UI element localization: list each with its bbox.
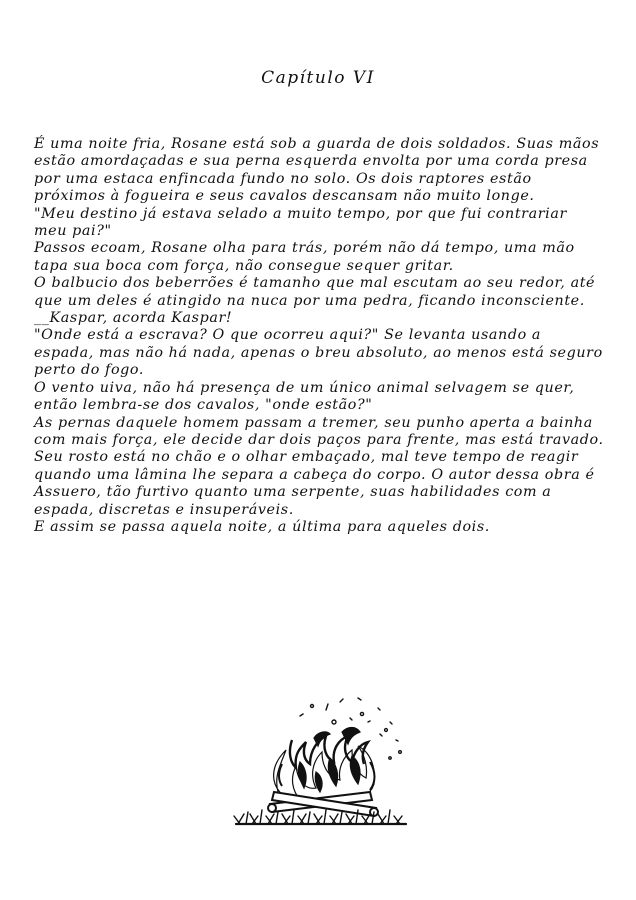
paragraph-10: E assim se passa aquela noite, a última para aqueles dois. <box>34 518 490 535</box>
paragraph-8: As pernas daquele homem passam a tremer, seu punho aperta a bainha com mais força, ele decide dar dois paços para frente, mas está travado. <box>34 414 604 448</box>
campfire-icon <box>230 692 410 832</box>
paragraph-7: O vento uiva, não há presença de um único animal selvagem se quer, então lembra-se dos cavalos, "onde estão?" <box>34 379 575 414</box>
chapter-body <box>34 136 604 536</box>
paragraph-9: Seu rosto está no chão e o olhar embaçado, mal teve tempo de reagir quando uma lâmina lhe separa a cabeça do corpo. O autor dessa obra é Assuero, tão furtivo quanto uma serpente, suas habilidades com a espada, discretas e insuperáveis. <box>34 449 595 518</box>
paragraph-4: O balbucio dos beberrões é tamanho que mal escutam ao seu redor, até que um deles é atingido na nuca por uma pedra, ficando inconsciente. <box>34 275 596 309</box>
paragraph-6: "Onde está a escrava? O que ocorreu aqui?" Se levanta usando a espada, mas não há nada, apenas o breu absoluto, ao menos está seguro perto do fogo. <box>34 327 603 379</box>
paragraph-1: É uma noite fria, Rosane está sob a guarda de dois soldados. Suas mãos estão amordaçadas e sua perna esquerda envolta por uma corda presa por uma estaca enfincada fundo no solo. Os dois raptores estão próximos à fogueira e seus cavalos descansam não muito longe. <box>34 136 600 205</box>
chapter-title: Capítulo VI <box>261 68 375 88</box>
paragraph-3: Passos ecoam, Rosane olha para trás, porém não dá tempo, uma mão tapa sua boca com força, não consegue sequer gritar. <box>34 240 575 274</box>
paragraph-5: __Kaspar, acorda Kaspar! <box>34 310 233 327</box>
paragraph-2: "Meu destino já estava selado a muito tempo, por que fui contrariar meu pai?" <box>34 205 567 240</box>
